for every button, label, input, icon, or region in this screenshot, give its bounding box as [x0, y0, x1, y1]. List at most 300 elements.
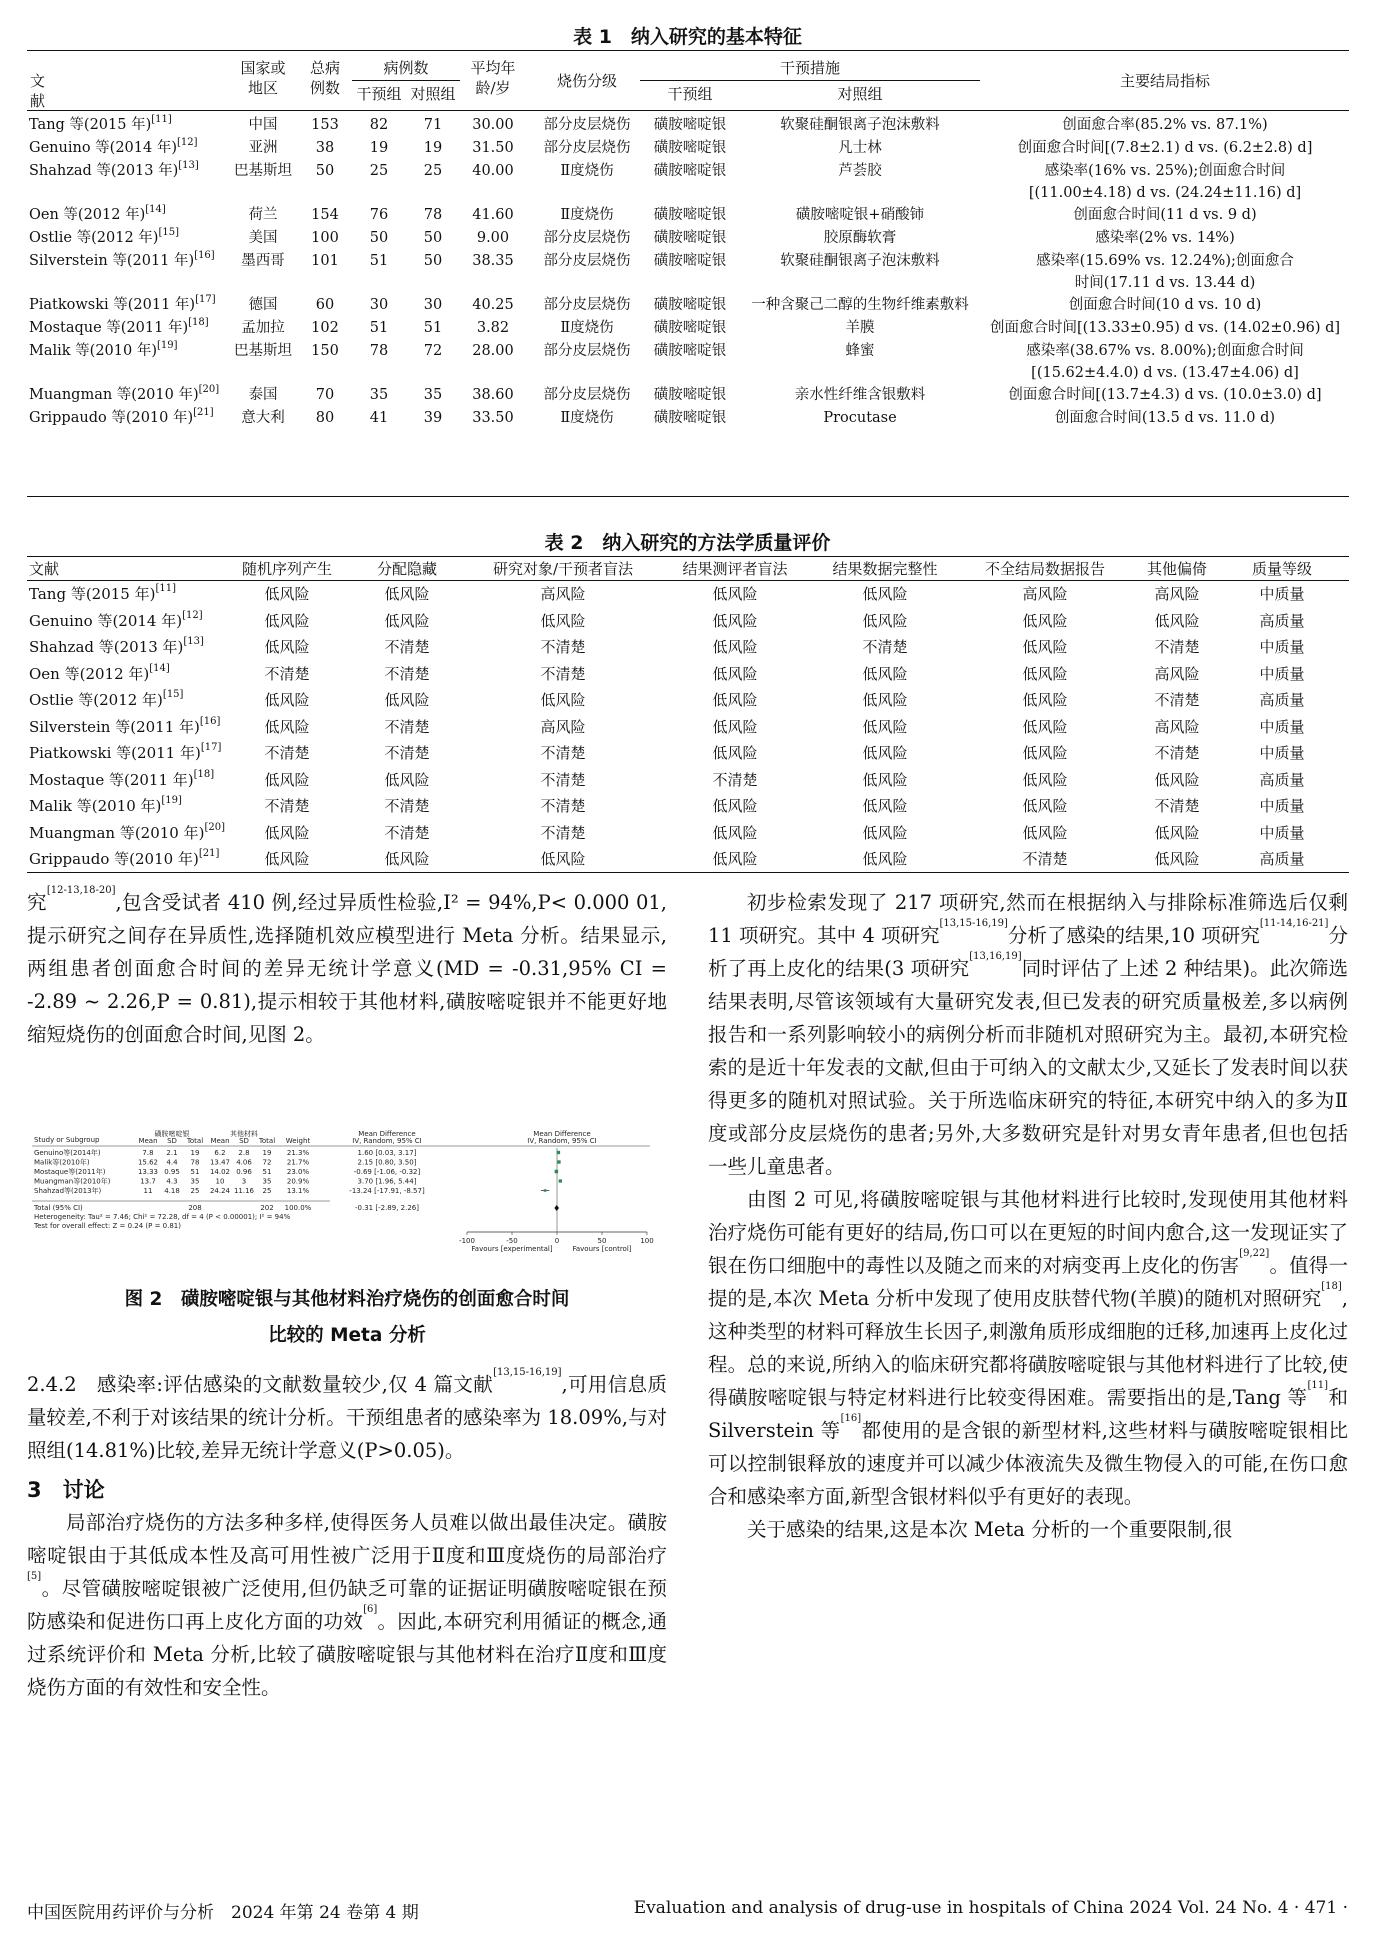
t1-h-country: 国家或 地区	[240, 59, 286, 97]
t2-study: Tang 等(2015 年)[11]	[29, 583, 176, 603]
t1-total: 100	[311, 230, 339, 246]
t2-cell: 中质量	[1259, 797, 1305, 815]
t1-h-interv: 干预措施	[779, 59, 840, 77]
forest-cell: 24.24	[209, 1187, 231, 1195]
forest-cell: 4.18	[164, 1187, 180, 1195]
forest-cell: 3.70 [1.96, 5.44]	[357, 1177, 417, 1186]
t2-cell: 中质量	[1259, 744, 1305, 762]
t1-outcome: 时间(17.11 d vs. 13.44 d)	[1074, 275, 1256, 291]
t2-cell: 低风险	[1154, 611, 1200, 630]
forest-cell: 4.4	[166, 1158, 178, 1167]
t2-header: 文献	[29, 560, 60, 578]
t1-study: Silverstein 等(2011 年)[16]	[29, 250, 215, 269]
t2-cell: 不清楚	[1154, 638, 1200, 656]
forest-cell: 1.60 [0.03, 3.17]	[357, 1149, 417, 1157]
t2-study: Piatkowski 等(2011 年)[17]	[29, 742, 222, 762]
forest-h-col: SD	[239, 1137, 249, 1145]
forest-h-col: IV, Random, 95% CI	[527, 1137, 597, 1145]
section-3-heading: 3 讨论	[27, 1478, 105, 1502]
forest-total-exp: 208	[188, 1204, 202, 1212]
forest-study-marker	[557, 1160, 560, 1163]
t2-cell: 低风险	[862, 717, 908, 736]
t2-cell: 低风险	[862, 744, 908, 762]
t1-country: 意大利	[241, 410, 285, 426]
t2-cell: 不清楚	[264, 797, 310, 815]
t2-cell: 低风险	[540, 611, 586, 630]
forest-cell: 14.02	[209, 1168, 231, 1176]
t1-country: 亚洲	[248, 140, 278, 156]
forest-h-exp: 磺胺嘧啶银	[154, 1130, 190, 1138]
forest-cell: 4.06	[236, 1158, 252, 1167]
t1-outcome: 感染率(38.67% vs. 8.00%);创面愈合时间	[1026, 343, 1304, 359]
t1-outcome: 创面愈合时间(13.5 d vs. 11.0 d)	[1054, 410, 1276, 426]
t2-cell: 不清楚	[540, 770, 586, 789]
t1-burn: 部分皮层烧伤	[543, 297, 631, 313]
t1-study: Piatkowski 等(2011 年)[17]	[29, 294, 216, 313]
t1-ctrl: 羊膜	[845, 320, 875, 336]
t2-cell: 高风险	[1154, 585, 1200, 603]
forest-h-col: Total	[186, 1137, 204, 1145]
t2-cell: 低风险	[1022, 744, 1068, 762]
t2-cell: 低风险	[1022, 664, 1068, 683]
t2-cell: 低风险	[862, 691, 908, 709]
t2-cell: 不清楚	[384, 797, 430, 815]
forest-cell: 13.7	[140, 1177, 156, 1186]
forest-cell: 35	[262, 1177, 272, 1186]
t1-n2: 50	[423, 230, 443, 246]
t1-age: 38.35	[472, 253, 514, 269]
t1-int: 磺胺嘧啶银	[653, 230, 727, 246]
t1-age: 38.60	[472, 387, 514, 403]
t2-cell: 高质量	[1259, 770, 1305, 789]
t1-ctrl: 一种含聚己二醇的生物纤维素敷料	[751, 297, 969, 313]
t2-cell: 高质量	[1259, 850, 1305, 868]
t1-n2: 50	[423, 253, 443, 269]
footer-left: 中国医院用药评价与分析 2024 年第 24 卷第 4 期	[27, 1903, 419, 1923]
t1-age: 31.50	[472, 140, 514, 156]
t1-outcome: 创面愈合时间[(7.8±2.1) d vs. (6.2±2.8) d]	[1017, 140, 1313, 156]
t2-cell: 低风险	[712, 638, 758, 656]
t1-age: 40.25	[472, 297, 514, 313]
t1-outcome: 创面愈合时间[(13.7±4.3) d vs. (10.0±3.0) d]	[1008, 387, 1322, 403]
t2-cell: 低风险	[1022, 770, 1068, 789]
t1-study: Grippaudo 等(2010 年)[21]	[29, 407, 214, 426]
forest-cell: Muangman等(2010年)	[34, 1177, 111, 1186]
t1-burn: 部分皮层烧伤	[543, 117, 631, 133]
table1-title: 表 1 纳入研究的基本特征	[573, 26, 802, 48]
forest-cell: 21.3%	[286, 1149, 310, 1157]
right-para-3: 关于感染的结果,这是本次 Meta 分析的一个重要限制,很	[747, 1518, 1233, 1541]
t1-n2: 30	[423, 297, 443, 313]
t2-study: Ostlie 等(2012 年)[15]	[29, 689, 184, 709]
t1-total: 101	[311, 253, 339, 269]
forest-pooled-diamond	[554, 1205, 559, 1211]
t2-cell: 低风险	[862, 850, 908, 868]
forest-cell: Malik等(2010年)	[34, 1158, 90, 1167]
t2-cell: 高风险	[1022, 585, 1068, 603]
t1-age: 9.00	[476, 230, 510, 246]
t1-n1: 82	[369, 117, 389, 133]
forest-cell: Mostaque等(2011年)	[34, 1168, 106, 1176]
t2-cell: 低风险	[384, 691, 430, 709]
table1-top-rule	[27, 50, 1349, 51]
t2-header: 随机序列产生	[241, 560, 332, 578]
forest-cell: 2.8	[238, 1149, 250, 1157]
t1-country: 泰国	[248, 387, 278, 403]
t1-study: Ostlie 等(2012 年)[15]	[29, 227, 179, 246]
t1-country: 巴基斯坦	[234, 343, 292, 359]
t1-age: 40.00	[472, 163, 514, 179]
t2-cell: 低风险	[862, 611, 908, 630]
t1-age: 28.00	[472, 343, 514, 359]
table2-top-rule	[27, 556, 1349, 557]
t1-ctrl: Procutase	[823, 410, 897, 426]
t2-cell: 不清楚	[384, 744, 430, 762]
t2-study: Mostaque 等(2011 年)[18]	[29, 768, 215, 789]
t2-study: Grippaudo 等(2010 年)[21]	[29, 848, 220, 868]
t2-cell: 低风险	[1022, 823, 1068, 842]
t1-age: 33.50	[472, 410, 514, 426]
t1-h-cases-rule	[352, 80, 460, 81]
t2-cell: 低风险	[862, 585, 908, 603]
t2-cell: 不清楚	[1022, 850, 1068, 868]
t2-study: Shahzad 等(2013 年)[13]	[29, 636, 204, 656]
t1-n1: 25	[369, 163, 389, 179]
t2-cell: 低风险	[712, 797, 758, 815]
t1-total: 38	[315, 140, 335, 156]
forest-h-col: SD	[167, 1137, 177, 1145]
forest-cell: -13.24 [-17.91, -8.57]	[349, 1187, 425, 1195]
forest-cell: 11	[143, 1187, 153, 1195]
t2-cell: 低风险	[712, 585, 758, 603]
t1-int: 磺胺嘧啶银	[653, 297, 727, 313]
t1-n1: 30	[369, 297, 389, 313]
t1-int: 磺胺嘧啶银	[653, 117, 727, 133]
forest-cell: 2.15 [0.80, 3.50]	[357, 1158, 417, 1167]
right-para-2: 由图 2 可见,将磺胺嘧啶银与其他材料进行比较时,发现使用其他材料治疗烧伤可能有更好的结局,伤口可以在更短的时间内愈合,这一发现证实了银在伤口细胞中的毒性以及随之而来的对病变再上皮化的伤害[9,22]。值得一提的是,本次 Meta 分析中发现了使用皮肤替代物(羊膜)的随机对照研究[18],这种类型的材料可释放生长因子,刺激角质形成细胞的迁移,加速再上皮化过程。总的来说,所纳入的临床研究都将磺胺嘧啶银与其他材料进行了比较,使得磺胺嘧啶银与特定材料进行比较变得困难。需要指出的是,Tang 等[11]和 Silverstein 等[16]都使用的是含银的新型材料,这些材料与磺胺嘧啶银相比可以控制银释放的速度并可以减少体液流失及微生物侵入的可能,在伤口愈合和感染率方面,新型含银材料似乎有更好的表现。	[708, 1188, 1348, 1508]
t2-cell: 高风险	[1154, 664, 1200, 683]
t2-cell: 高质量	[1259, 611, 1305, 630]
forest-cell: 21.7%	[286, 1158, 310, 1167]
t1-ctrl: 蜂蜜	[845, 343, 875, 359]
t2-cell: 低风险	[1022, 717, 1068, 736]
t2-cell: 低风险	[712, 664, 758, 683]
t2-study: Malik 等(2010 年)[19]	[29, 795, 182, 815]
t1-n2: 71	[423, 117, 443, 133]
t1-n1: 19	[369, 140, 389, 156]
t1-burn: 部分皮层烧伤	[543, 140, 631, 156]
t2-cell: 中质量	[1259, 638, 1305, 656]
t1-outcome: 创面愈合时间[(13.33±0.95) d vs. (14.02±0.96) d]	[989, 320, 1341, 336]
t1-ctrl: 亲水性纤维含银敷料	[794, 387, 926, 403]
t2-cell: 低风险	[264, 691, 310, 709]
t2-cell: 低风险	[1022, 691, 1068, 709]
t1-n2: 35	[423, 387, 443, 403]
forest-cell: 7.8	[142, 1149, 154, 1157]
t2-cell: 不清楚	[264, 744, 310, 762]
forest-study-marker	[559, 1179, 562, 1182]
t1-country: 德国	[248, 297, 278, 313]
t1-outcome: 创面愈合率(85.2% vs. 87.1%)	[1062, 117, 1268, 133]
forest-h-md: Mean Difference	[358, 1130, 416, 1138]
t2-cell: 中质量	[1259, 664, 1305, 683]
forest-h-col: IV, Random, 95% CI	[352, 1137, 422, 1145]
forest-tick-label: 50	[597, 1237, 607, 1245]
t1-country: 巴基斯坦	[234, 163, 292, 179]
t1-burn: 部分皮层烧伤	[543, 253, 631, 269]
forest-tick-label: -50	[506, 1237, 518, 1245]
t1-outcome: 感染率(15.69% vs. 12.24%);创面愈合	[1036, 253, 1294, 269]
t2-cell: 不清楚	[384, 638, 430, 656]
forest-h-md2: Mean Difference	[533, 1130, 591, 1138]
t2-header: 结果数据完整性	[832, 560, 938, 578]
t1-age: 30.00	[472, 117, 514, 133]
t2-cell: 低风险	[1154, 850, 1200, 868]
t1-int: 磺胺嘧啶银	[653, 140, 727, 156]
t1-age: 41.60	[472, 207, 514, 223]
forest-heterogeneity: Heterogeneity: Tau² = 7.46; Chi² = 72.28, df = 4 (P < 0.00001); I² = 94%	[34, 1213, 291, 1221]
t1-h-interv-int: 干预组	[667, 85, 713, 103]
t2-study: Genuino 等(2014 年)[12]	[29, 609, 203, 630]
forest-cell: 51	[262, 1168, 272, 1176]
t1-study: Muangman 等(2010 年)[20]	[29, 384, 220, 403]
t1-total: 150	[311, 343, 339, 359]
t1-n2: 39	[423, 410, 443, 426]
t2-cell: 不清楚	[540, 638, 586, 656]
forest-study-marker	[544, 1189, 547, 1192]
forest-cell: 2.1	[166, 1149, 178, 1157]
t2-cell: 低风险	[862, 770, 908, 789]
right-para-1: 初步检索发现了 217 项研究,然而在根据纳入与排除标准筛选后仅剩 11 项研究。其中 4 项研究[13,15-16,19]分析了感染的结果,10 项研究[11-14,16-21]分析了再上皮化的结果(3 项研究[13,16,19]同时评估了上述 2 种结果)。此次筛选结果表明,尽管该领域有大量研究发表,但已发表的研究质量极差,多以病例报告和一系列影响较小的病例分析而非随机对照研究为主。最初,本研究检索的是近十年发表的文献,但由于可纳入的文献太少,又延长了发表时间以获得更多的随机对照试验。关于所选临床研究的特征,本研究中纳入的多为Ⅱ度或部分皮层烧伤的患者;另外,大多数研究是针对男女青年患者,但也包括一些儿童患者。	[708, 891, 1348, 1178]
forest-study-marker	[557, 1151, 560, 1154]
forest-cell: 35	[190, 1177, 200, 1186]
forest-h-col: Mean	[210, 1137, 230, 1145]
forest-cell: 3	[241, 1177, 247, 1186]
t1-ctrl: 凡士林	[838, 140, 882, 156]
t1-burn: Ⅱ度烧伤	[560, 163, 614, 179]
forest-tick-label: 100	[640, 1237, 654, 1245]
forest-cell: 4.3	[166, 1177, 178, 1186]
t1-burn: Ⅱ度烧伤	[560, 410, 614, 426]
table2-title: 表 2 纳入研究的方法学质量评价	[544, 532, 831, 554]
t2-cell: 不清楚	[384, 717, 430, 736]
t2-cell: 低风险	[384, 611, 430, 630]
t2-cell: 低风险	[862, 823, 908, 842]
t2-header: 分配隐藏	[376, 560, 437, 578]
t2-cell: 中质量	[1259, 585, 1305, 603]
t1-country: 美国	[248, 230, 278, 246]
t1-study: Oen 等(2012 年)[14]	[29, 204, 166, 223]
t1-n1: 35	[369, 387, 389, 403]
forest-cell: Genuino等(2014年)	[34, 1149, 101, 1157]
t1-h-burn: 烧伤分级	[556, 72, 617, 90]
forest-fav-right: Favours [control]	[572, 1245, 632, 1253]
forest-cell: 23.0%	[286, 1168, 310, 1176]
t2-cell: 低风险	[384, 770, 430, 789]
t2-cell: 低风险	[862, 797, 908, 815]
t1-int: 磺胺嘧啶银	[653, 410, 727, 426]
t2-cell: 不清楚	[540, 744, 586, 762]
forest-h-col: Total	[258, 1137, 276, 1145]
t2-cell: 不清楚	[264, 664, 310, 683]
t1-outcome: [(15.62±4.4.0) d vs. (13.47±4.06) d]	[1031, 365, 1299, 381]
forest-cell: 19	[190, 1149, 200, 1157]
t2-cell: 中质量	[1259, 717, 1305, 736]
forest-overall: Test for overall effect: Z = 0.24 (P = 0.81)	[34, 1222, 181, 1230]
t1-ctrl: 软聚硅酮银离子泡沫敷料	[780, 253, 940, 269]
t2-cell: 不清楚	[1154, 797, 1200, 815]
forest-h-col: Weight	[285, 1137, 311, 1145]
t2-cell: 不清楚	[540, 823, 586, 842]
t1-ctrl: 胶原酶软膏	[823, 230, 897, 246]
t1-n2: 51	[423, 320, 443, 336]
forest-study-marker	[555, 1170, 559, 1174]
t2-cell: 不清楚	[862, 638, 908, 656]
forest-cell: 6.2	[214, 1149, 226, 1157]
t1-age: 3.82	[476, 320, 510, 336]
t1-h-total: 总病 例数	[309, 59, 340, 97]
t1-ctrl: 软聚硅酮银离子泡沫敷料	[780, 117, 940, 133]
forest-plot	[30, 1128, 652, 1278]
table2-bottom-rule	[27, 872, 1349, 873]
t1-study: Tang 等(2015 年)[11]	[29, 114, 172, 133]
t2-cell: 低风险	[712, 850, 758, 868]
t2-cell: 低风险	[264, 823, 310, 842]
t2-header: 研究对象/干预者盲法	[492, 560, 634, 578]
t2-cell: 低风险	[384, 850, 430, 868]
t1-total: 60	[315, 297, 335, 313]
t2-cell: 低风险	[264, 717, 310, 736]
t1-total: 153	[311, 117, 339, 133]
t1-study: Mostaque 等(2011 年)[18]	[29, 317, 209, 336]
forest-cell: 0.95	[164, 1168, 180, 1176]
t1-total: 80	[315, 410, 335, 426]
t2-cell: 不清楚	[540, 797, 586, 815]
t1-burn: 部分皮层烧伤	[543, 230, 631, 246]
t1-n1: 50	[369, 230, 389, 246]
forest-h-ctrl: 其他材料	[230, 1130, 258, 1138]
t2-cell: 高风险	[1154, 717, 1200, 736]
t1-country: 孟加拉	[241, 320, 285, 336]
t1-int: 磺胺嘧啶银	[653, 343, 727, 359]
left-para-1: 究[12-13,18-20],包含受试者 410 例,经过异质性检验,I² = 94%,P< 0.000 01,提示研究之间存在异质性,选择随机效应模型进行 Meta 分析。结果显示,两组患者创面愈合时间的差异无统计学意义(MD = -0.31,95% CI = -2.89 ~ 2.26,P = 0.81),提示相较于其他材料,磺胺嘧啶银并不能更好地缩短烧伤的创面愈合时间,见图 2。	[27, 885, 667, 1046]
t1-n1: 76	[369, 207, 389, 223]
t1-outcome: 感染率(16% vs. 25%);创面愈合时间	[1044, 163, 1286, 179]
figure2-caption: 图 2 磺胺嘧啶银与其他材料治疗烧伤的创面愈合时间 比较的 Meta 分析	[124, 1289, 570, 1346]
t1-n2: 25	[423, 163, 443, 179]
t2-cell: 低风险	[540, 850, 586, 868]
forest-h-col: Mean	[138, 1137, 158, 1145]
t1-int: 磺胺嘧啶银	[653, 253, 727, 269]
t1-burn: 部分皮层烧伤	[543, 387, 631, 403]
forest-cell: 78	[190, 1158, 200, 1167]
forest-cell: -0.69 [-1.06, -0.32]	[353, 1168, 421, 1176]
t2-cell: 中质量	[1259, 823, 1305, 842]
t1-burn: Ⅱ度烧伤	[560, 207, 614, 223]
forest-cell: 72	[262, 1158, 272, 1167]
t1-n1: 78	[369, 343, 389, 359]
t2-header: 质量等级	[1251, 560, 1312, 578]
t2-study: Silverstein 等(2011 年)[16]	[29, 715, 221, 736]
t1-total: 154	[311, 207, 339, 223]
t2-study: Oen 等(2012 年)[14]	[29, 662, 170, 683]
t2-cell: 低风险	[862, 664, 908, 683]
forest-cell: 13.47	[209, 1158, 231, 1167]
t1-n2: 19	[423, 140, 443, 156]
t2-cell: 高质量	[1259, 691, 1305, 709]
t1-country: 荷兰	[248, 207, 278, 223]
forest-cell: 25	[262, 1187, 272, 1195]
t1-study: Shahzad 等(2013 年)[13]	[29, 160, 199, 179]
left-section-242: 2.4.2 感染率:评估感染的文献数量较少,仅 4 篇文献[13,15-16,19],可用信息质量较差,不利于对该结果的统计分析。干预组患者的感染率为 18.09%,与对照组(14.81%)比较,差异无统计学意义(P>0.05)。	[27, 1367, 667, 1462]
forest-total-ctrl: 202	[260, 1204, 274, 1212]
forest-svg	[30, 1128, 652, 1278]
t1-h-cases-ctrl: 对照组	[410, 85, 456, 103]
t1-outcome: 创面愈合时间(11 d vs. 9 d)	[1073, 207, 1257, 223]
t1-n1: 51	[369, 253, 389, 269]
forest-tick-label: 0	[554, 1237, 560, 1245]
t1-n2: 78	[423, 207, 443, 223]
t2-cell: 低风险	[712, 744, 758, 762]
t2-header: 结果测评者盲法	[682, 560, 788, 578]
table2-header-rule	[27, 580, 1349, 581]
forest-cell: 0.96	[236, 1168, 252, 1176]
forest-cell: 20.9%	[286, 1177, 310, 1186]
t2-cell: 不清楚	[384, 664, 430, 683]
t1-n1: 41	[369, 410, 389, 426]
forest-cell: 15.62	[137, 1158, 159, 1167]
forest-total-weight: 100.0%	[284, 1204, 312, 1212]
forest-total-md: -0.31 [-2.89, 2.26]	[355, 1204, 419, 1212]
forest-cell: 11.16	[233, 1187, 255, 1195]
forest-cell: 25	[190, 1187, 200, 1195]
t1-h-outcome: 主要结局指标	[1119, 72, 1210, 90]
t1-country: 中国	[248, 117, 278, 133]
t2-cell: 低风险	[264, 850, 310, 868]
t1-h-cases-int: 干预组	[356, 85, 402, 103]
footer-right: Evaluation and analysis of drug-use in hospitals of China 2024 Vol. 24 No. 4 · 471 ·	[633, 1898, 1348, 1918]
t1-int: 磺胺嘧啶银	[653, 387, 727, 403]
t2-cell: 不清楚	[384, 823, 430, 842]
t1-n2: 72	[423, 343, 443, 359]
t1-burn: 部分皮层烧伤	[543, 343, 631, 359]
t2-header: 其他偏倚	[1146, 560, 1207, 578]
t1-ctrl: 芦荟胶	[838, 163, 882, 179]
t1-study: Genuino 等(2014 年)[12]	[29, 137, 198, 156]
t2-header: 不全结局数据报告	[984, 560, 1105, 578]
t2-cell: 高风险	[540, 585, 586, 603]
forest-cell: Shahzad等(2013年)	[34, 1187, 102, 1195]
t2-cell: 低风险	[1022, 638, 1068, 656]
t2-cell: 不清楚	[1154, 691, 1200, 709]
right-column	[708, 886, 1348, 1546]
t1-int: 磺胺嘧啶银	[653, 207, 727, 223]
t2-cell: 低风险	[712, 691, 758, 709]
t2-cell: 低风险	[712, 823, 758, 842]
table1-bottom-rule	[27, 496, 1349, 497]
t1-h-cases: 病例数	[383, 59, 429, 77]
forest-cell: 10	[215, 1177, 225, 1186]
t2-cell: 低风险	[264, 585, 310, 603]
t2-cell: 低风险	[384, 585, 430, 603]
forest-total-label: Total (95% CI)	[34, 1204, 83, 1212]
t1-total: 102	[311, 320, 339, 336]
forest-fav-left: Favours [experimental]	[471, 1245, 553, 1253]
t2-cell: 低风险	[1022, 797, 1068, 815]
forest-cell: 13.33	[137, 1168, 159, 1176]
t2-cell: 低风险	[264, 638, 310, 656]
t1-n1: 51	[369, 320, 389, 336]
